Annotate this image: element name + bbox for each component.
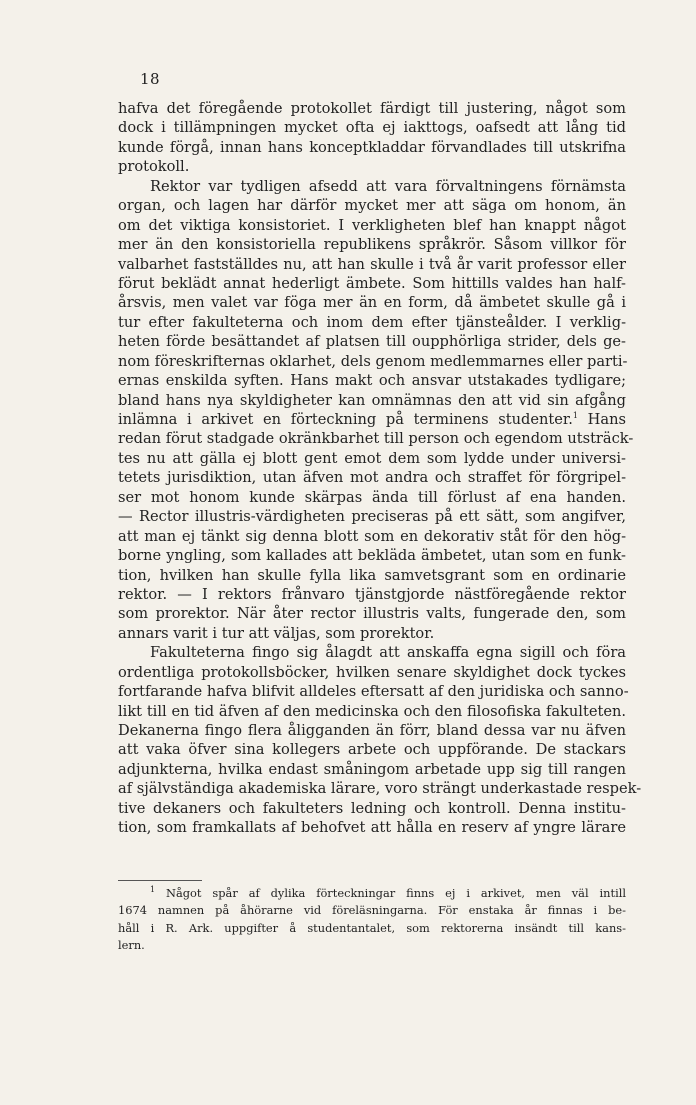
text-line: ordentliga protokollsböcker, hvilken senare skyldighet dock tyckes	[118, 663, 626, 681]
text-line: valbarhet fastställdes nu, att han skulle i två år varit professor eller	[118, 255, 626, 273]
text-line: mer än den konsistoriella republikens språkrör. Såsom villkor för	[118, 236, 626, 254]
text-line: om det viktiga konsistoriet. I verkligheten blef han knappt något	[118, 216, 626, 234]
text-line: borne yngling, som kallades att bekläda ämbetet, utan som en funk-	[118, 547, 626, 565]
text-line: nom föreskrifternas oklarhet, dels genom medlemmarnes eller parti-	[118, 352, 628, 370]
text-line: bland hans nya skyldigheter kan omnämnas den att vid sin afgång	[118, 391, 626, 409]
footnote-reference: 1	[572, 411, 578, 421]
line-tail: Hans	[577, 411, 626, 428]
footnote-marker: 1	[150, 885, 156, 895]
text-line: ser mot honom kunde skärpas ända till förlust af ena handen.	[118, 488, 626, 506]
text-line: adjunkterna, hvilka endast småningom arbetade upp sig till rangen	[118, 760, 626, 778]
text-line: dock i tillämpningen mycket ofta ej iakttogs, oafsedt att lång tid	[118, 119, 626, 137]
text-line: tion, som framkallats af behofvet att hålla en reserv af yngre lärare	[118, 819, 626, 837]
text-line: hafva det föregående protokollet färdigt till justering, något som	[118, 100, 626, 117]
footnote-line: 1674 namnen på åhörarne vid föreläsningarna. För enstaka år finnas i be-	[118, 903, 626, 918]
text-line: fortfarande hafva blifvit alldeles eftersatt af den juridiska och sanno-	[118, 683, 629, 701]
text-line: protokoll.	[118, 158, 190, 176]
text-line: att vaka öfver sina kollegers arbete och uppförande. De stackars	[118, 741, 626, 759]
footnote-text: Något spår af dylika förteckningar finns ej i arkivet, men väl intill	[155, 886, 626, 900]
text-line: tur efter fakulteterna och inom dem efter tjänsteålder. I verklig-	[118, 313, 626, 331]
text-line: tes nu att gälla ej blott gent emot dem som lydde under universi-	[118, 449, 626, 467]
text-line: Rektor var tydligen afsedd att vara förvaltningens förnämsta	[150, 177, 626, 195]
footnote-line: håll i R. Ark. uppgifter å studentantalet, som rektorerna insändt till kans-	[118, 920, 626, 935]
text-line: tetets jurisdiktion, utan äfven mot andra och straffet för förgripel-	[118, 469, 626, 487]
text-line: Dekanerna fingo flera åligganden än förr, bland dessa var nu äfven	[118, 722, 626, 739]
text-line: förut beklädt annat hederligt ämbete. Som hittills valdes han half-	[118, 274, 626, 292]
text-line: tive dekaners och fakulteters ledning och kontroll. Denna institu-	[118, 799, 626, 817]
text-line-with-footnote-ref	[118, 410, 626, 429]
text-line: organ, och lagen har därför mycket mer att säga om honom, än	[118, 197, 626, 215]
page-number: 18	[140, 70, 161, 88]
line-text: inlämna i arkivet en förteckning på terminens studenter.	[118, 411, 573, 428]
text-line: rektor. — I rektors frånvaro tjänstgjorde nästföregående rektor	[118, 585, 626, 603]
text-line: heten förde besättandet af platsen till oupphörliga strider, dels ge-	[118, 333, 626, 351]
text-line: årsvis, men valet var föga mer än en form, då ämbetet skulle gå i	[118, 294, 626, 312]
footnote	[118, 885, 626, 954]
text-line: Fakulteterna fingo sig ålagdt att anskaffa egna sigill och föra	[150, 644, 626, 662]
text-line: af självständiga akademiska lärare, voro strängt underkastade respek-	[118, 780, 642, 798]
text-line: att man ej tänkt sig denna blott som en dekorativ ståt för den hög-	[118, 527, 626, 545]
footnote-divider	[118, 880, 202, 881]
text-line: annars varit i tur att väljas, som prorektor.	[118, 624, 435, 642]
text-line: — Rector illustris-värdigheten preciseras på ett sätt, som angifver,	[118, 508, 626, 526]
body-text	[118, 99, 642, 838]
footnote-line	[118, 885, 626, 902]
text-line: ernas enskilda syften. Hans makt och ansvar utstakades tydligare;	[118, 372, 626, 390]
text-line: redan förut stadgade okränkbarhet till person och egendom utsträck-	[118, 430, 634, 448]
text-line: likt till en tid äfven af den medicinska och den filosofiska fakulteten.	[118, 702, 626, 720]
text-line: som prorektor. När åter rector illustris valts, fungerade den, som	[118, 605, 626, 623]
text-line: kunde förgå, innan hans konceptkladdar förvandlades till utskrifna	[118, 138, 626, 156]
text-line: tion, hvilken han skulle fylla lika samvetsgrant som en ordinarie	[118, 566, 626, 584]
footnote-line: lern.	[118, 937, 145, 952]
